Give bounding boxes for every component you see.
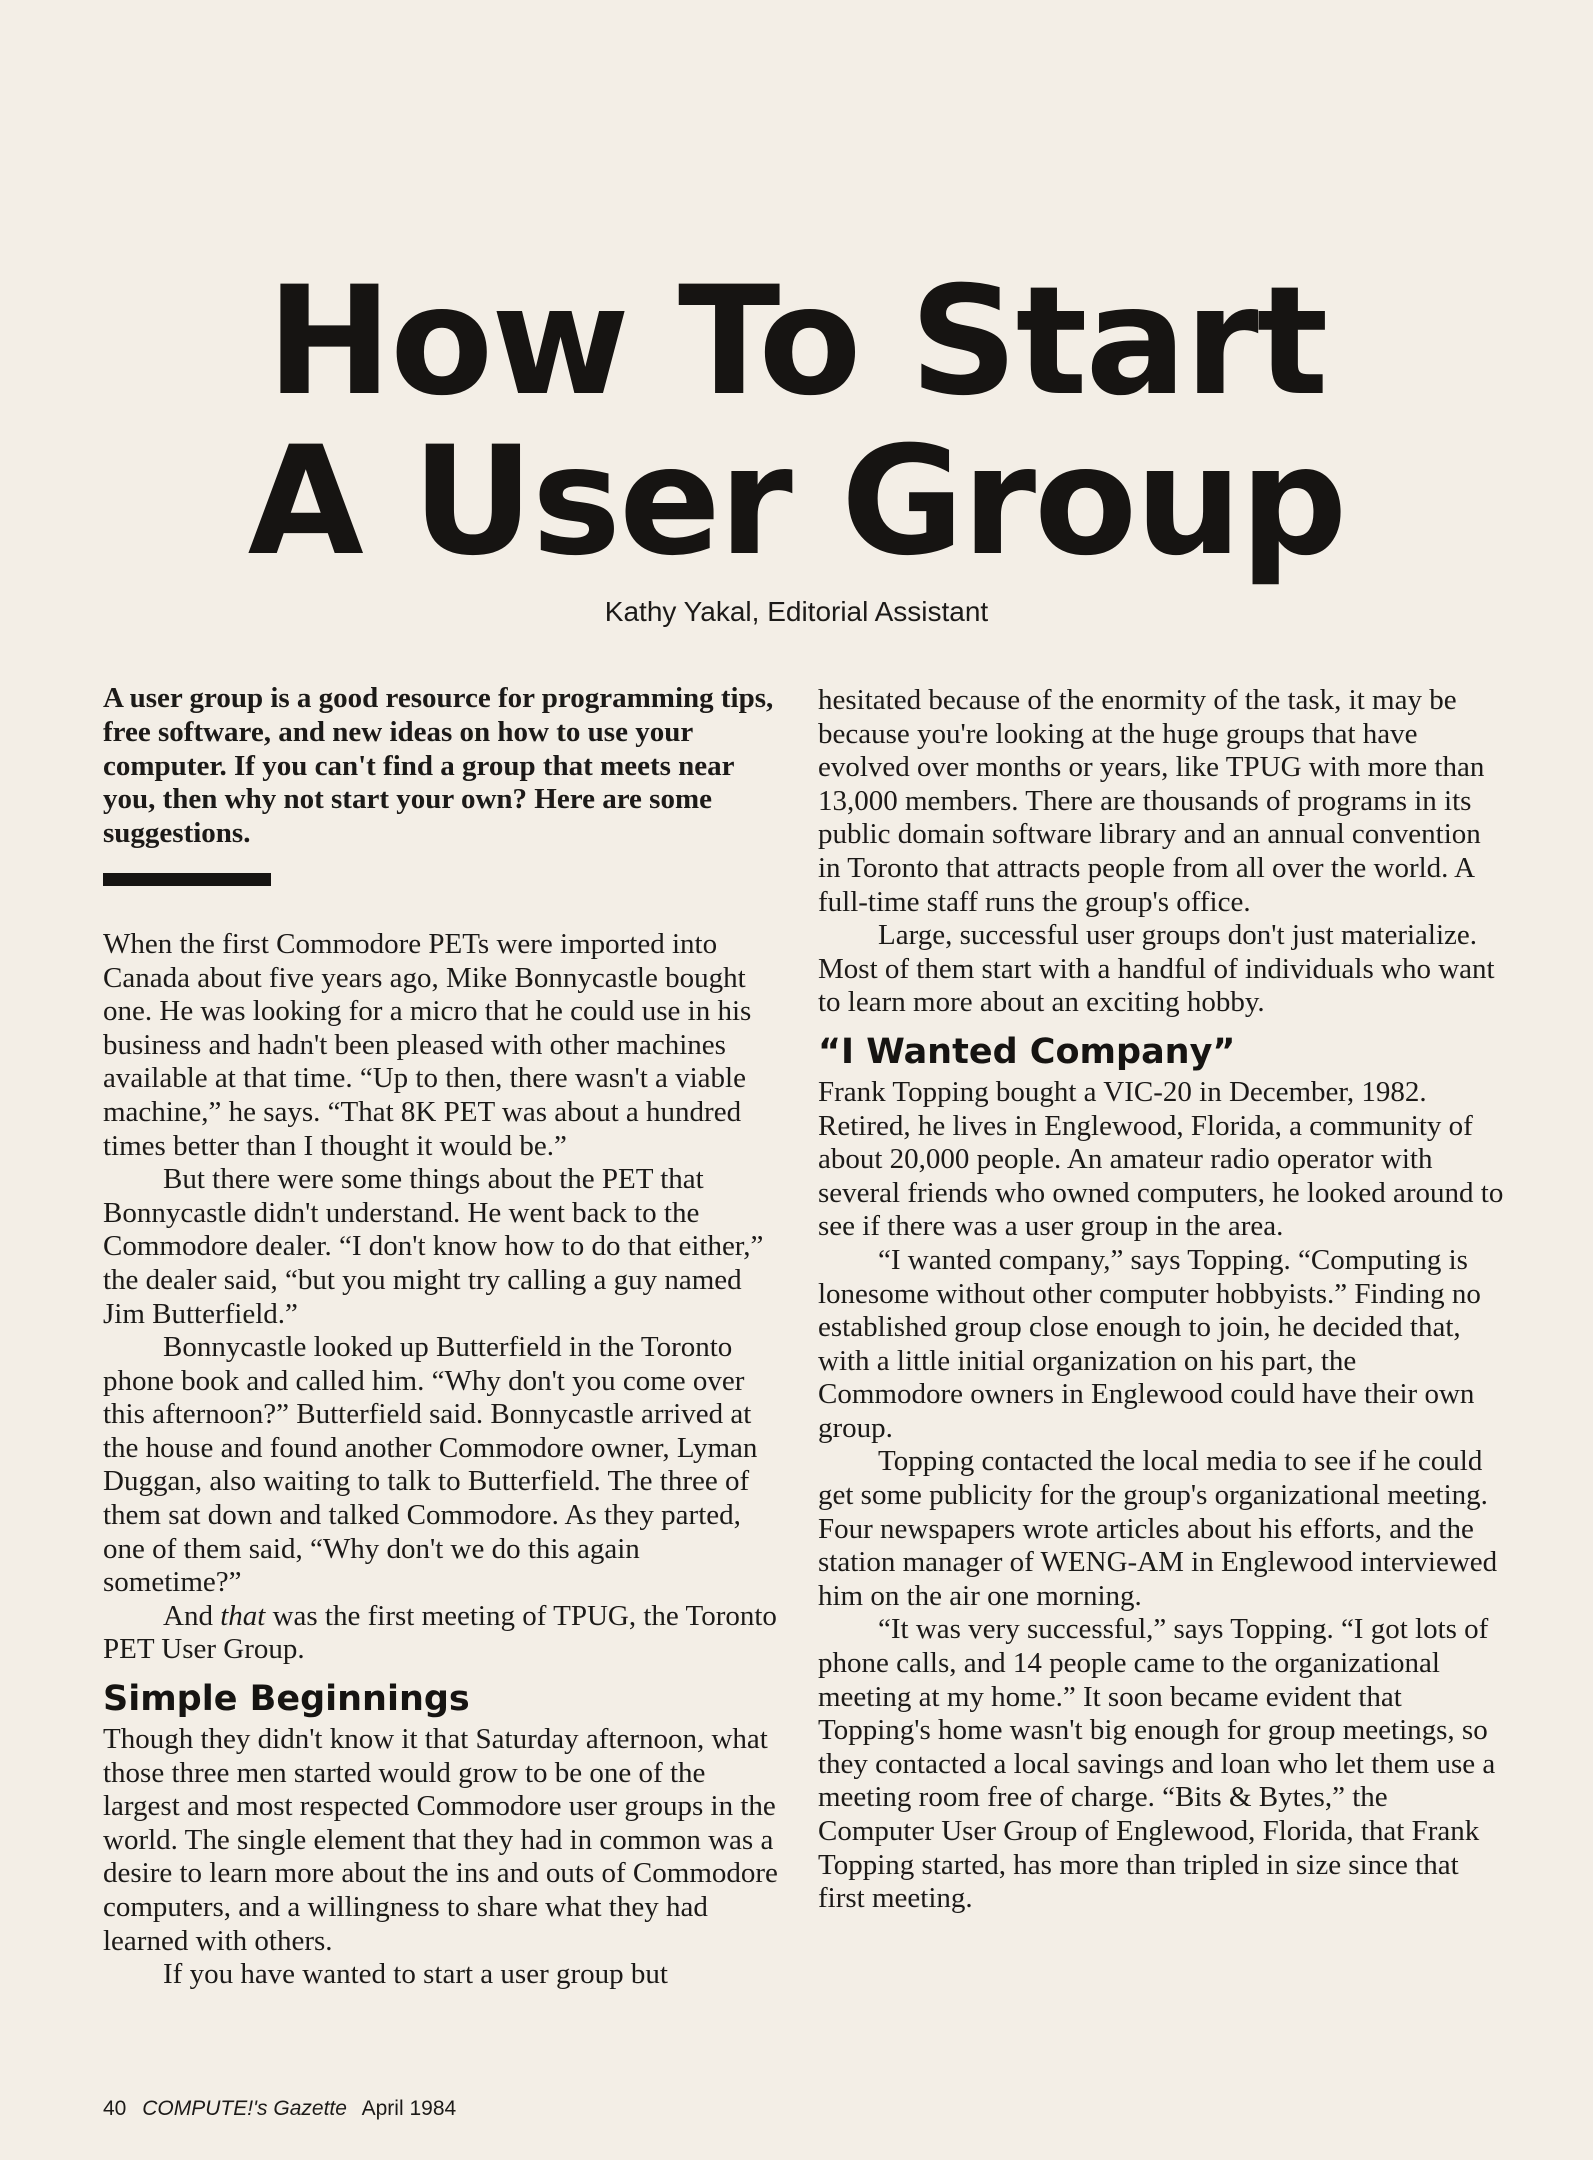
body-paragraph: Though they didn't know it that Saturday afternoon, what those three men started would grow to be one of the largest and most respected Commodore user groups in the world. The single element that they had in common was a desire to learn more about the ins and outs of Commodore computers, and a willingness to share what they had learned with others.	[103, 1723, 778, 1957]
headline-line-1: How To Start	[266, 255, 1327, 429]
headline-line-2: A User Group	[247, 415, 1346, 589]
issue-date: April 1984	[361, 2097, 457, 2120]
body-paragraph: Large, successful user groups don't just materialize. Most of them start with a handful of individuals who want to learn more about an exciting hobby.	[818, 919, 1495, 1019]
body-paragraph: “I wanted company,” says Topping. “Computing is lonesome without other computer hobbyists.” Finding no established group close enough to join, he decided that, with a little initial organization on his part, the Commodore owners in Englewood could have their own group.	[818, 1243, 1481, 1444]
lead-paragraph: A user group is a good resource for programming tips, free software, and new ideas on how to use your computer. If you can't find a group that meets near you, then why not start your own? Here are some suggestions.	[103, 682, 774, 850]
body-paragraph: When the first Commodore PETs were imported into Canada about five years ago, Mike Bonnycastle bought one. He was looking for a micro that he could use in his business and hadn't been pleased with other machines available at that time. “Up to then, there wasn't a viable machine,” he says. “That 8K PET was about a hundred times better than I thought it would be.”	[103, 927, 752, 1162]
body-paragraph: Bonnycastle looked up Butterfield in the Toronto phone book and called him. “Why don't you come over this afternoon?” Butterfield said. Bonnycastle arrived at the house and found another Commodore owner, Lyman Duggan, also waiting to talk to Butterfield. The three of them sat down and talked Commodore. As they parted, one of them said, “Why don't we do this again sometime?”	[103, 1331, 758, 1599]
body-paragraph: Frank Topping bought a VIC-20 in December, 1982. Retired, he lives in Englewood, Florida, a community of about 20,000 people. An amateur radio operator with several friends who owned computers, he looked around to see if there was a user group in the area.	[818, 1075, 1504, 1243]
body-paragraph: If you have wanted to start a user group but	[163, 1958, 668, 1991]
text-fragment: And	[163, 1599, 221, 1632]
text-fragment: was the first meeting of TPUG, the Toronto PET User Group.	[103, 1599, 777, 1666]
publication-name: COMPUTE!'s Gazette	[142, 2097, 347, 2120]
subhead-i-wanted-company: “I Wanted Company”	[818, 1031, 1236, 1072]
body-paragraph: Topping contacted the local media to see if he could get some publicity for the group's organizational meeting. Four newspapers wrote articles about his efforts, and the station manager of WENG-AM in Englewood interviewed him on the air one morning.	[818, 1445, 1498, 1612]
page-footer	[103, 2097, 466, 2121]
body-paragraph: “It was very successful,” says Topping. “I got lots of phone calls, and 14 people came to the organizational meeting at my home.” It soon became evident that Topping's home wasn't big enough for group meetings, so they contacted a local savings and loan who let them use a meeting room free of charge. “Bits & Bytes,” the Computer User Group of Englewood, Florida, that Frank Topping started, has more than tripled in size since that first meeting.	[818, 1613, 1496, 1915]
article-headline	[0, 255, 1593, 589]
right-column	[818, 684, 1508, 1916]
page-number: 40	[103, 2097, 127, 2120]
body-paragraph	[103, 1600, 778, 1667]
section-rule	[103, 873, 271, 886]
body-paragraph: hesitated because of the enormity of the task, it may be because you're looking at the huge groups that have evolved over months or years, like TPUG with more than 13,000 members. There are thousands of programs in its public domain software library and an annual convention in Toronto that attracts people from all over the world. A full-time staff runs the group's office.	[818, 684, 1485, 918]
byline: Kathy Yakal, Editorial Assistant	[604, 596, 989, 627]
body-paragraph: But there were some things about the PET that Bonnycastle didn't understand. He went back to the Commodore dealer. “I don't know how to do that either,” the dealer said, “but you might try calling a guy named Jim Butterfield.”	[103, 1163, 764, 1330]
left-column	[103, 682, 778, 1992]
emphasis-text: that	[220, 1599, 266, 1632]
subhead-simple-beginnings: Simple Beginnings	[103, 1679, 470, 1720]
